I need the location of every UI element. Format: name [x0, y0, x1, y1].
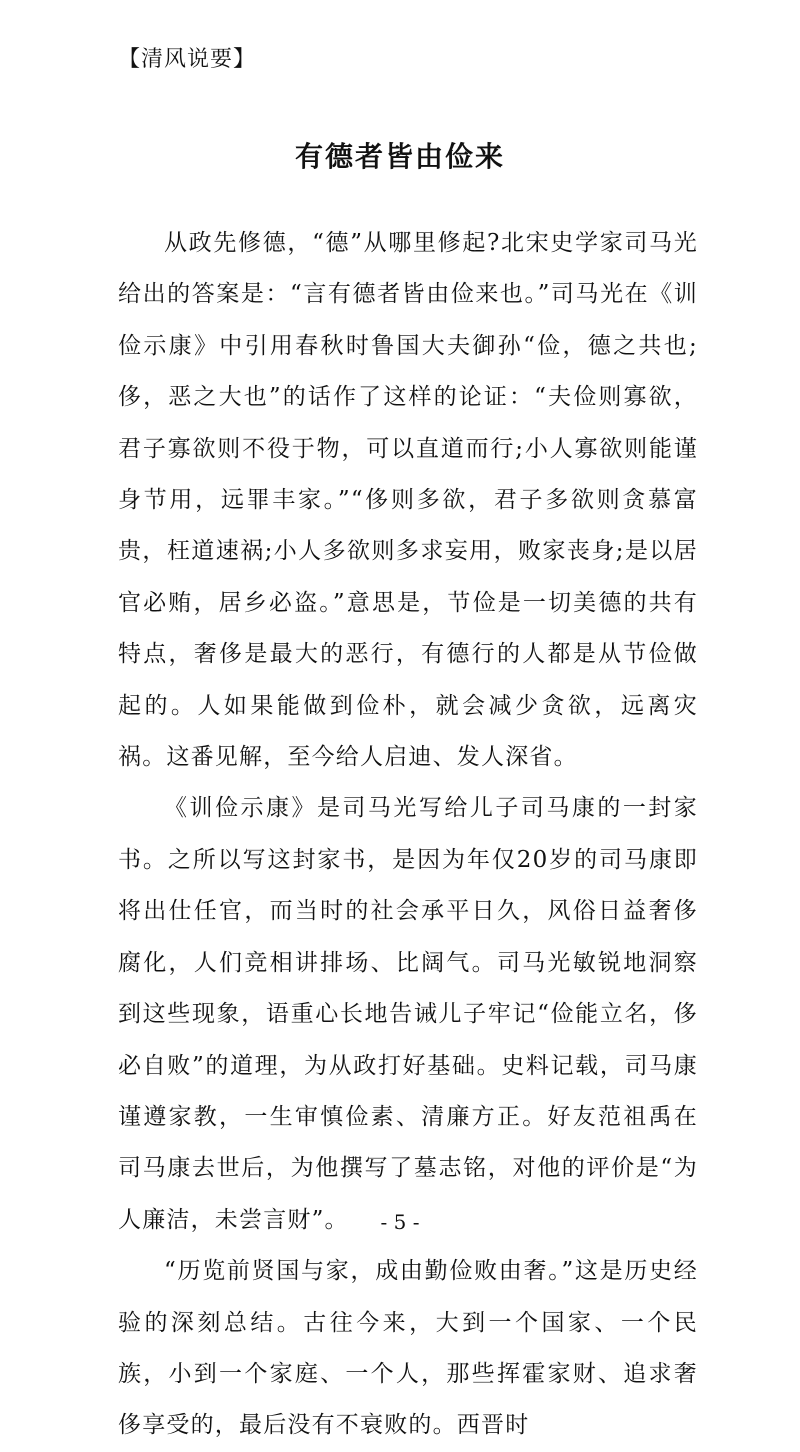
article-title: 有德者皆由俭来: [294, 140, 505, 173]
column-tag: 【清风说要】: [118, 47, 257, 72]
paragraph: “历览前贤国与家，成由勤俭败由奢。”这是历史经验的深刻总结。古往今来，大到一个国家、一个民族，小到一个家庭、一个人，那些挥霍家财、追求奢侈享受的，最后没有不衰败的。西晋时: [118, 1258, 698, 1439]
paragraph: 从政先修德，“德”从哪里修起?北宋史学家司马光给出的答案是：“言有德者皆由俭来也。”司马光在《训俭示康》中引用春秋时鲁国大夫御孙“俭，德之共也;侈，恶之大也”的话作了这样的论证：“夫俭则寡欲，君子寡欲则不役于物，可以直道而行;小人寡欲则能谨身节用，远罪丰家。”“侈则多欲，君子多欲则贪慕富贵，枉道速祸;小人多欲则多求妄用，败家丧身;是以居官必贿，居乡必盗。”意思是，节俭是一切美德的共有特点，奢侈是最大的恶行，有德行的人都是从节俭做起的。人如果能做到俭朴，就会减少贪欲，远离灾祸。这番见解，至今给人启迪、发人深省。: [118, 230, 698, 771]
article-body: [118, 218, 698, 1452]
page-number: - 5 -: [380, 1210, 420, 1234]
paragraph: 《训俭示康》是司马光写给儿子司马康的一封家书。之所以写这封家书，是因为年仅20岁的司马康即将出仕任官，而当时的社会承平日久，风俗日益奢侈腐化，人们竞相讲排场、比阔气。司马光敏锐地洞察到这些现象，语重心长地告诫儿子牢记“俭能立名，侈必自败”的道理，为从政打好基础。史料记载，司马康谨遵家教，一生审慎俭素、清廉方正。好友范祖禹在司马康去世后，为他撰写了墓志铭，对他的评价是“为人廉洁，未尝言财”。: [118, 795, 698, 1233]
